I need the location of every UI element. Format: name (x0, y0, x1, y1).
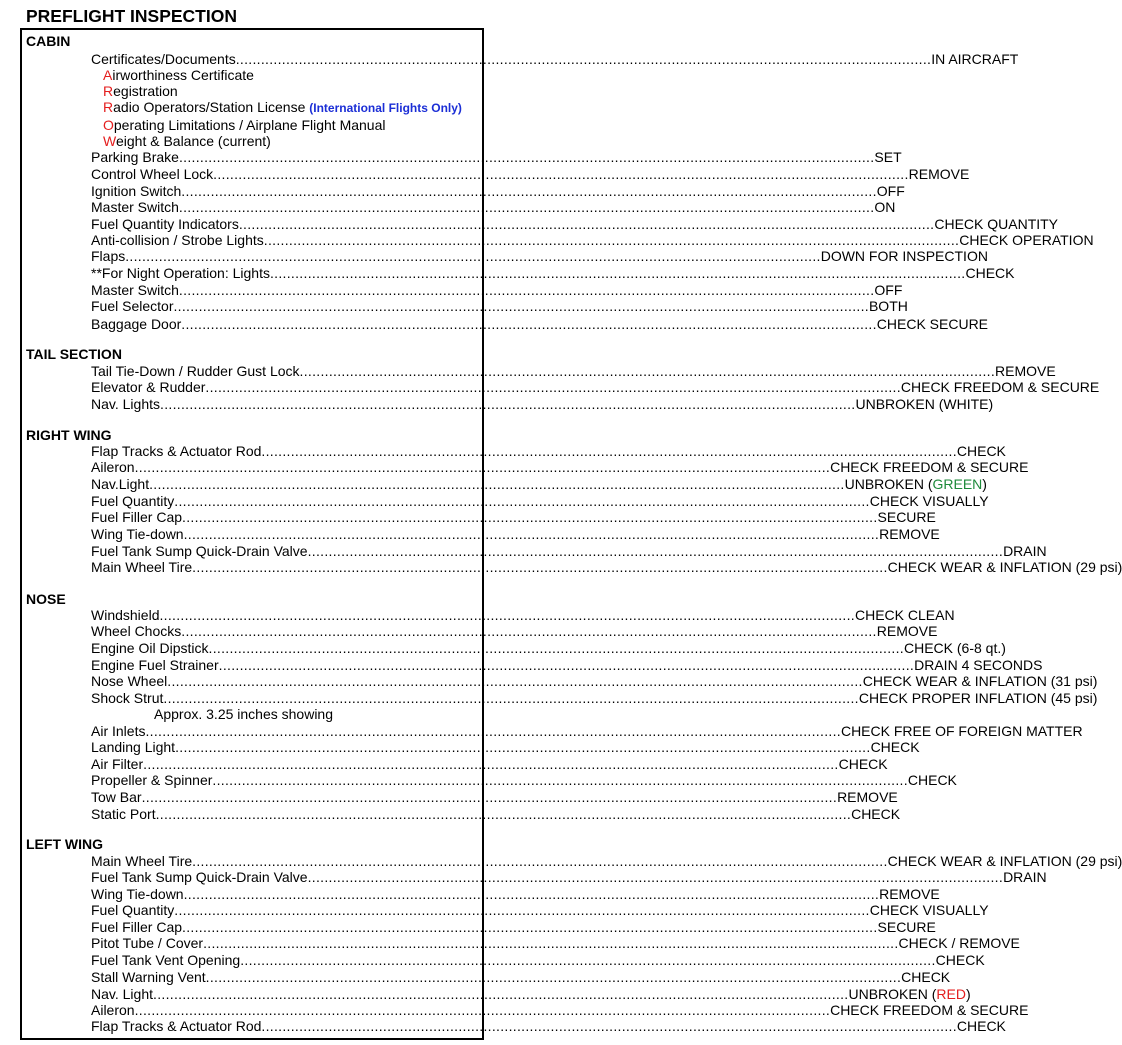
item-label: Nav. Light (91, 986, 153, 1002)
arrow-text: eight & Balance (current) (115, 133, 271, 149)
item-label: Parking Brake (91, 149, 179, 165)
item-label: Air Inlets (91, 723, 146, 739)
checklist-item (91, 969, 951, 985)
leader-dots: ...................................................................................................................................................................... (208, 640, 904, 656)
item-label: Main Wheel Tire (91, 853, 193, 869)
checklist-item (91, 853, 1122, 869)
item-value: CHECK (956, 443, 1006, 459)
leader-dots: ...................................................................................................................................................................... (153, 986, 849, 1002)
item-value: CHECK (956, 1018, 1006, 1034)
checklist-item (91, 298, 908, 314)
item-label: Air Filter (91, 756, 144, 772)
item-label: Certificates/Documents (91, 51, 236, 67)
checklist-item-nav-light-green (91, 476, 987, 492)
item-value: REMOVE (879, 526, 940, 542)
checklist-item (91, 673, 1098, 689)
leader-dots: ...................................................................................................................................................................... (205, 379, 901, 395)
item-label: Elevator & Rudder (91, 379, 206, 395)
leader-dots: ...................................................................................................................................................................... (181, 316, 877, 332)
arrow-letter: R (103, 83, 114, 99)
item-label: Pitot Tube / Cover (91, 935, 204, 951)
leader-dots: ...................................................................................................................................................................... (181, 623, 877, 639)
checklist-item (91, 723, 1083, 739)
item-value: CHECK FREE OF FOREIGN MATTER (840, 723, 1083, 739)
leader-dots: ...................................................................................................................................................................... (238, 216, 935, 232)
item-label: Aileron (91, 1002, 135, 1018)
arrow-text: perating Limitations / Airplane Flight Manual (113, 117, 386, 133)
leader-dots: ...................................................................................................................................................................... (182, 509, 878, 525)
leader-dots: ...................................................................................................................................................................... (261, 443, 957, 459)
item-value: CHECK (965, 265, 1015, 281)
item-value: DRAIN (1003, 869, 1047, 885)
leader-dots: ...................................................................................................................................................................... (183, 886, 880, 902)
checklist-item (91, 443, 1006, 459)
checklist-item (91, 607, 955, 623)
item-value: CHECK (901, 969, 951, 985)
item-value: SECURE (877, 919, 936, 935)
checklist-item (91, 919, 936, 935)
item-value: REMOVE (837, 789, 898, 805)
leader-dots: ...................................................................................................................................................................... (174, 902, 870, 918)
leader-dots: ...................................................................................................................................................................... (134, 1002, 831, 1018)
checklist-item (91, 265, 1015, 281)
checklist-item (91, 379, 1100, 395)
arrow-letter: A (103, 67, 113, 83)
checklist-item (91, 493, 989, 509)
checklist-item-nav-light-red (91, 986, 971, 1002)
leader-dots: ...................................................................................................................................................................... (181, 183, 877, 199)
item-label: Propeller & Spinner (91, 772, 213, 788)
leader-dots: ...................................................................................................................................................................... (269, 265, 966, 281)
item-label: Fuel Tank Sump Quick-Drain Valve (91, 543, 308, 559)
item-value: CHECK PROPER INFLATION (45 psi) (858, 690, 1098, 706)
checklist-item (91, 902, 989, 918)
section-right-wing-heading: RIGHT WING (26, 427, 112, 443)
item-value: CHECK (851, 806, 901, 822)
checklist-item (91, 248, 988, 264)
checklist-item (91, 149, 902, 165)
leader-dots: ...................................................................................................................................................................... (205, 969, 902, 985)
item-label: Stall Warning Vent (91, 969, 206, 985)
checklist-item (91, 952, 985, 968)
arrow-text: irworthiness Certificate (112, 67, 254, 83)
checklist-item (91, 657, 1043, 673)
item-value (845, 476, 987, 492)
item-label: Wing Tie-down (91, 526, 184, 542)
item-label: Ignition Switch (91, 183, 182, 199)
leader-dots: ...................................................................................................................................................................... (307, 869, 1004, 885)
checklist-item (91, 232, 1094, 248)
item-value: CHECK (838, 756, 888, 772)
item-label: Nose Wheel (91, 673, 168, 689)
item-value: CHECK WEAR & INFLATION (31 psi) (862, 673, 1098, 689)
checklist-item (91, 1002, 1029, 1018)
item-label: Baggage Door (91, 316, 182, 332)
checklist-item (91, 935, 1020, 951)
item-value: CHECK (870, 739, 920, 755)
leader-dots: ...................................................................................................................................................................... (240, 952, 936, 968)
leader-dots: ...................................................................................................................................................................... (299, 363, 996, 379)
checklist-item (91, 640, 1006, 656)
item-value: SECURE (877, 509, 936, 525)
leader-dots: ...................................................................................................................................................................... (235, 51, 932, 67)
arrow-letter: W (103, 133, 116, 149)
item-value: DOWN FOR INSPECTION (820, 248, 988, 264)
item-label: Engine Fuel Strainer (91, 657, 219, 673)
item-value: CHECK / REMOVE (898, 935, 1020, 951)
checklist-item (91, 806, 901, 822)
item-label: Flap Tracks & Actuator Rod (91, 1018, 262, 1034)
leader-dots: ...................................................................................................................................................................... (307, 543, 1004, 559)
leader-dots: ...................................................................................................................................................................... (141, 789, 838, 805)
arrow-item-airworthiness (103, 67, 254, 83)
item-value: DRAIN (1003, 543, 1047, 559)
value-prefix: UNBROKEN ( (844, 476, 933, 492)
checklist-item (91, 509, 936, 525)
checklist-item (91, 282, 903, 298)
checklist-item (91, 756, 888, 772)
value-suffix: ) (982, 476, 987, 492)
item-label: Flap Tracks & Actuator Rod (91, 443, 262, 459)
item-label: Wheel Chocks (91, 623, 182, 639)
item-value: CHECK QUANTITY (934, 216, 1059, 232)
item-label: Fuel Filler Cap (91, 919, 183, 935)
leader-dots: ...................................................................................................................................................................... (155, 806, 852, 822)
section-nose-heading: NOSE (26, 591, 66, 607)
leader-dots: ...................................................................................................................................................................... (212, 772, 908, 788)
item-label: Aileron (91, 459, 135, 475)
leader-dots: ...................................................................................................................................................................... (174, 493, 870, 509)
item-label: Fuel Filler Cap (91, 509, 183, 525)
checklist-item (91, 772, 957, 788)
arrow-item-radio-license (103, 99, 462, 116)
item-value: CHECK VISUALLY (869, 902, 989, 918)
item-value: ON (874, 199, 896, 215)
leader-dots: ...................................................................................................................................................................... (173, 298, 869, 314)
item-value: CHECK FREEDOM & SECURE (900, 379, 1100, 395)
arrow-item-operating-limitations (103, 117, 385, 133)
arrow-text: adio Operators/Station License (113, 99, 310, 115)
checklist-item (91, 316, 989, 332)
arrow-letter: R (103, 99, 114, 115)
checklist-item (91, 396, 994, 412)
item-label: Anti-collision / Strobe Lights (91, 232, 264, 248)
item-label: Wing Tie-down (91, 886, 184, 902)
item-label: Nav.Light (91, 476, 150, 492)
item-label: Control Wheel Lock (91, 166, 214, 182)
international-note: (International Flights Only) (309, 101, 462, 115)
item-value (848, 986, 970, 1002)
item-label: Static Port (91, 806, 156, 822)
section-cabin-heading: CABIN (26, 33, 71, 49)
item-value: CHECK (935, 952, 985, 968)
leader-dots: ...................................................................................................................................................................... (183, 526, 880, 542)
section-tail-heading: TAIL SECTION (26, 346, 122, 362)
value-color-word: RED (936, 986, 966, 1002)
checklist-item (91, 526, 940, 542)
item-label: Nav. Lights (91, 396, 160, 412)
item-value: CHECK (6-8 qt.) (903, 640, 1006, 656)
leader-dots: ...................................................................................................................................................................... (178, 199, 875, 215)
item-label: Tow Bar (91, 789, 142, 805)
checklist-item (91, 789, 898, 805)
item-value: REMOVE (879, 886, 940, 902)
leader-dots: ...................................................................................................................................................................... (213, 166, 909, 182)
leader-dots: ...................................................................................................................................................................... (149, 476, 845, 492)
item-value: CHECK WEAR & INFLATION (29 psi) (887, 559, 1122, 575)
leader-dots: ...................................................................................................................................................................... (163, 690, 859, 706)
item-label: Engine Oil Dipstick (91, 640, 209, 656)
section-left-wing-heading: LEFT WING (26, 836, 103, 852)
value-suffix: ) (965, 986, 971, 1002)
leader-dots: ...................................................................................................................................................................... (192, 853, 888, 869)
item-value: IN AIRCRAFT (931, 51, 1019, 67)
item-label: Fuel Tank Vent Opening (91, 952, 241, 968)
checklist-item-certificates (91, 51, 1019, 67)
item-value: CHECK SECURE (876, 316, 989, 332)
item-value: SET (874, 149, 902, 165)
item-label: Fuel Tank Sump Quick-Drain Valve (91, 869, 308, 885)
checklist-item (91, 216, 1059, 232)
shock-strut-note: Approx. 3.25 inches showing (154, 706, 333, 722)
item-value: REMOVE (908, 166, 970, 182)
checklist-item (91, 559, 1122, 575)
leader-dots: ...................................................................................................................................................................... (178, 149, 875, 165)
leader-dots: ...................................................................................................................................................................... (178, 282, 875, 298)
item-value: OFF (874, 282, 903, 298)
arrow-item-registration (103, 83, 178, 99)
item-value: BOTH (868, 298, 908, 314)
value-color-word: GREEN (932, 476, 983, 492)
item-label: Windshield (91, 607, 160, 623)
item-value: CHECK CLEAN (854, 607, 955, 623)
item-label: Tail Tie-Down / Rudder Gust Lock (91, 363, 300, 379)
item-label: Master Switch (91, 199, 179, 215)
arrow-item-weight-balance (103, 133, 271, 149)
value-prefix: UNBROKEN ( (848, 986, 937, 1002)
item-label: Shock Strut (91, 690, 164, 706)
checklist-item (91, 869, 1047, 885)
leader-dots: ...................................................................................................................................................................... (261, 1018, 957, 1034)
leader-dots: ...................................................................................................................................................................... (192, 559, 888, 575)
leader-dots: ...................................................................................................................................................................... (145, 723, 841, 739)
checklist-item (91, 459, 1029, 475)
item-label: Master Switch (91, 282, 179, 298)
leader-dots: ...................................................................................................................................................................... (134, 459, 831, 475)
leader-dots: ...................................................................................................................................................................... (182, 919, 878, 935)
checklist-item (91, 623, 938, 639)
leader-dots: ...................................................................................................................................................................... (143, 756, 839, 772)
item-value: CHECK OPERATION (959, 232, 1094, 248)
item-value: UNBROKEN (WHITE) (855, 396, 994, 412)
leader-dots: ...................................................................................................................................................................... (125, 248, 821, 264)
item-value: REMOVE (876, 623, 938, 639)
arrow-letter: O (103, 117, 114, 133)
item-value: REMOVE (995, 363, 1056, 379)
checklist-item (91, 543, 1047, 559)
arrow-text: egistration (113, 83, 178, 99)
item-label: Flaps (91, 248, 126, 264)
item-label: Landing Light (91, 739, 176, 755)
leader-dots: ...................................................................................................................................................................... (263, 232, 960, 248)
checklist-item (91, 886, 940, 902)
item-value: OFF (876, 183, 905, 199)
item-label: Fuel Quantity (91, 493, 175, 509)
leader-dots: ...................................................................................................................................................................... (218, 657, 915, 673)
item-value: DRAIN 4 SECONDS (914, 657, 1043, 673)
item-label: Fuel Selector (91, 298, 174, 314)
leader-dots: ...................................................................................................................................................................... (160, 396, 856, 412)
item-value: CHECK FREEDOM & SECURE (830, 459, 1029, 475)
item-label: **For Night Operation: Lights (91, 265, 270, 281)
item-value: CHECK VISUALLY (869, 493, 989, 509)
checklist-item (91, 739, 920, 755)
item-label: Fuel Quantity (91, 902, 175, 918)
checklist-item (91, 363, 1056, 379)
leader-dots: ...................................................................................................................................................................... (159, 607, 855, 623)
leader-dots: ...................................................................................................................................................................... (203, 935, 899, 951)
item-value: CHECK WEAR & INFLATION (29 psi) (887, 853, 1122, 869)
checklist-item (91, 199, 896, 215)
leader-dots: ...................................................................................................................................................................... (167, 673, 863, 689)
checklist-item (91, 690, 1098, 706)
item-label: Main Wheel Tire (91, 559, 193, 575)
checklist-item (91, 166, 970, 182)
checklist-item (91, 183, 905, 199)
item-value: CHECK FREEDOM & SECURE (830, 1002, 1029, 1018)
page-title: PREFLIGHT INSPECTION (26, 6, 237, 26)
item-label: Fuel Quantity Indicators (91, 216, 239, 232)
leader-dots: ...................................................................................................................................................................... (175, 739, 871, 755)
checklist-item (91, 1018, 1006, 1034)
item-value: CHECK (907, 772, 957, 788)
